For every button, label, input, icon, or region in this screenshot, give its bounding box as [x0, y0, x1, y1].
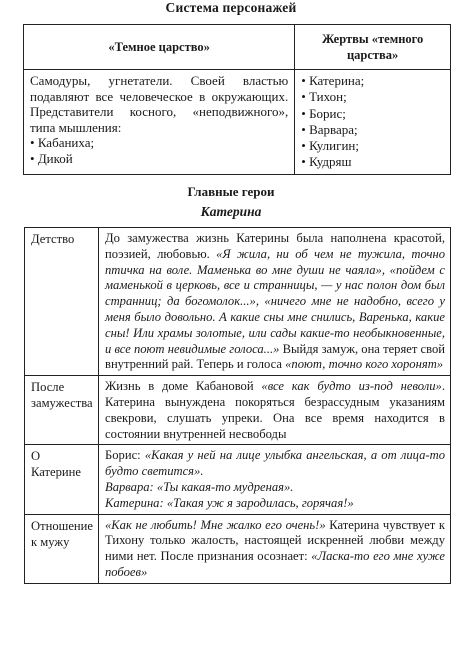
- table-row: [24, 70, 451, 175]
- dark-kingdom-list: [30, 135, 288, 166]
- system-title: Система персонажей: [165, 0, 297, 15]
- table-row: [25, 514, 451, 583]
- table-header-row: [24, 25, 451, 70]
- table-row: [25, 376, 451, 445]
- victims-header: Жертвы «темного царства»: [295, 25, 451, 70]
- body-text: Катерина чувствует к Тихону только жалость, настоящей искренней любви между ними нет. После признания осознает:: [105, 517, 445, 564]
- row-label: О Катерине: [25, 445, 99, 514]
- main-heroes-title: Главные герои: [187, 184, 275, 199]
- list-item: • Варвара;: [301, 122, 444, 138]
- hero-name: Катерина: [200, 204, 262, 219]
- body-text: До замужества жизнь Катерины была наполнена красотой, поэзией, любовью.: [105, 231, 445, 261]
- quote-text: да богомолок...», «ничего мне не надобно, всего у меня было довольно. А какие сны мне снились, Варенька, какие сны! Или храмы золотые, или сады какие-то необыкновенные, и все поют невидимые голоса...»: [105, 294, 445, 356]
- victims-list: [301, 73, 444, 171]
- dark-kingdom-description: Самодуры, угнетатели. Своей властью подавляют все человеческое в окружающих. Представители косного, «неподвижного», типа мышления:: [30, 73, 289, 135]
- list-item: • Катерина;: [301, 73, 444, 89]
- row-label: После замужества: [25, 376, 99, 445]
- characters-system-table: [23, 24, 451, 175]
- quote-text: «поют, точно кого хоронят»: [285, 357, 444, 372]
- list-item: • Дикой: [30, 151, 288, 167]
- row-text: [99, 445, 451, 514]
- victims-cell: [295, 70, 451, 175]
- quote-text: «Как не любить! Мне жалко его очень!»: [105, 517, 326, 532]
- row-text: [99, 376, 451, 445]
- quote-text: «Ласка-то его мне хуже побоев»: [105, 549, 445, 579]
- body-text: Борис:: [105, 448, 145, 463]
- dark-kingdom-header: «Темное царство»: [24, 25, 295, 70]
- body-text: . Катерина вынуждена покоряться безрассудным указаниям свекрови, слушать упреки. Она все время находится в состоянии внутренней несвободы: [105, 379, 445, 441]
- katerina-table: [24, 227, 451, 584]
- list-item: • Кудряш: [301, 154, 444, 170]
- list-item: • Борис;: [301, 106, 444, 122]
- body-text: Выйдя замуж, она теряет свой внутренний рай. Теперь и голоса: [105, 341, 445, 372]
- table-row: [25, 445, 451, 514]
- dark-kingdom-cell: [24, 70, 295, 175]
- quote-text: Варвара: «Ты какая-то мудреная».: [105, 479, 294, 494]
- row-text: [99, 228, 451, 376]
- quote-text: Катерина: «Такая уж я зародилась, горячая!»: [105, 495, 354, 510]
- row-text: [99, 514, 451, 583]
- list-item: • Кабаниха;: [30, 135, 288, 151]
- quote-text: «Какая у ней на лице улыбка ангельская, а от лица-то будто светится».: [105, 448, 445, 479]
- row-label: Детство: [25, 228, 99, 376]
- katerina-table-body: [25, 228, 451, 584]
- list-item: • Кулигин;: [301, 138, 444, 154]
- list-item: • Тихон;: [301, 89, 444, 105]
- body-text: Жизнь в доме Кабановой: [105, 379, 262, 394]
- table-row: [25, 228, 451, 376]
- quote-text: — у нас полон дом был странниц;: [105, 278, 445, 309]
- quote-text: «все как будто из-под неволи»: [261, 379, 442, 394]
- row-label: Отношение к мужу: [25, 514, 99, 583]
- quote-text: «Я жила, ни об чем не тужила, точно птичка на воле. Маменька во мне души не чаяла», «пойдем с маменькой в церковь, все и странницы,: [105, 246, 445, 293]
